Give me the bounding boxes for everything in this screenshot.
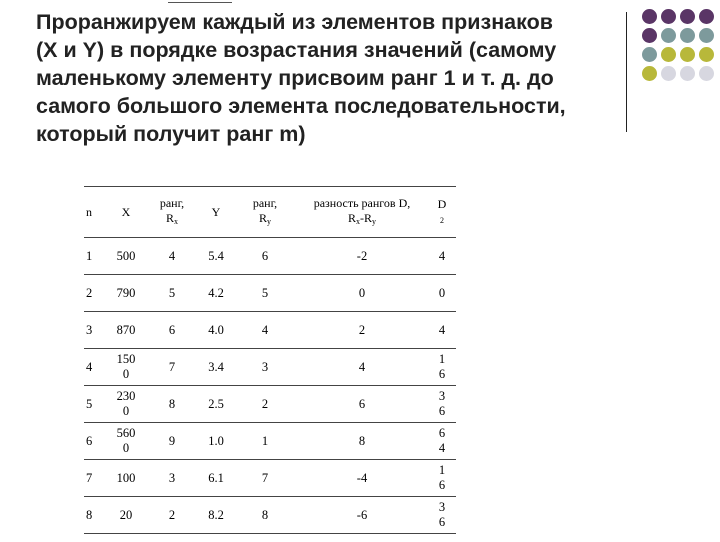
cell-rank-y: 7 — [234, 460, 296, 497]
header-diff-label: разность рангов D, — [314, 196, 411, 210]
cell-x: 100 — [106, 460, 146, 497]
header-diff-minus: -R — [360, 211, 372, 225]
cell-rank-y: 5 — [234, 275, 296, 312]
cutoff-cell — [296, 534, 428, 542]
cell-x: 150 0 — [106, 349, 146, 386]
cell-n: 2 — [84, 275, 106, 312]
cell-diff: 4 — [296, 349, 428, 386]
cell-y: 4.2 — [198, 275, 234, 312]
cell-rank-y: 3 — [234, 349, 296, 386]
table-header-row — [84, 187, 456, 238]
cell-y: 3.4 — [198, 349, 234, 386]
cell-n: 7 — [84, 460, 106, 497]
cell-y: 8.2 — [198, 497, 234, 534]
cell-d2: 4 — [428, 238, 456, 275]
cell-d2: 3 6 — [428, 386, 456, 423]
decorative-dot — [680, 47, 695, 62]
decorative-dot — [661, 66, 676, 81]
cell-diff: -2 — [296, 238, 428, 275]
table-row-cutoff — [84, 534, 456, 542]
header-diff-r1: R — [348, 211, 356, 225]
cutoff-cell — [234, 534, 296, 542]
cell-diff: -6 — [296, 497, 428, 534]
cell-y: 2.5 — [198, 386, 234, 423]
decorative-dot — [699, 47, 714, 62]
header-diff-r1-sub: x — [356, 217, 360, 226]
cell-rank-x: 6 — [146, 312, 198, 349]
decorative-dot — [680, 9, 695, 24]
decorative-dot-grid — [642, 9, 715, 82]
header-rank-y — [234, 187, 296, 238]
cell-x: 790 — [106, 275, 146, 312]
decorative-dot — [642, 9, 657, 24]
header-y: Y — [198, 187, 234, 238]
decorative-dot — [699, 28, 714, 43]
header-rank-x-symbol: R — [166, 211, 174, 225]
header-diff — [296, 187, 428, 238]
cutoff-cell — [84, 534, 106, 542]
decorative-dot — [661, 28, 676, 43]
divider-line — [626, 12, 627, 132]
header-n: n — [84, 187, 106, 238]
cell-d2: 6 4 — [428, 423, 456, 460]
cell-y: 1.0 — [198, 423, 234, 460]
cell-y: 4.0 — [198, 312, 234, 349]
top-rule — [168, 2, 232, 3]
header-rank-y-symbol: R — [259, 211, 267, 225]
decorative-dot — [642, 66, 657, 81]
cutoff-cell — [198, 534, 234, 542]
cell-y: 6.1 — [198, 460, 234, 497]
header-rank-x — [146, 187, 198, 238]
heading-line: (X и Y) в порядке возрастания значений (самому — [36, 36, 636, 64]
cell-rank-y: 1 — [234, 423, 296, 460]
table-row — [84, 312, 456, 349]
cell-rank-x: 3 — [146, 460, 198, 497]
cell-rank-y: 2 — [234, 386, 296, 423]
cell-d2: 0 — [428, 275, 456, 312]
cell-x: 20 — [106, 497, 146, 534]
decorative-dot — [661, 47, 676, 62]
heading-line: который получит ранг m) — [36, 120, 636, 148]
decorative-dot — [642, 47, 657, 62]
cell-x: 560 0 — [106, 423, 146, 460]
heading-line: самого большого элемента последовательности, — [36, 92, 636, 120]
table-row — [84, 497, 456, 534]
decorative-dot — [680, 66, 695, 81]
cell-d2: 1 6 — [428, 349, 456, 386]
cell-diff: -4 — [296, 460, 428, 497]
cell-d2: 1 6 — [428, 460, 456, 497]
header-rank-y-sub: y — [267, 217, 271, 226]
cell-diff: 6 — [296, 386, 428, 423]
rank-table — [84, 186, 456, 542]
cell-diff: 8 — [296, 423, 428, 460]
header-rank-x-sub: x — [174, 217, 178, 226]
cell-diff: 2 — [296, 312, 428, 349]
decorative-dot — [642, 28, 657, 43]
table-row — [84, 423, 456, 460]
header-d2-sup: 2 — [440, 216, 444, 225]
cell-rank-y: 8 — [234, 497, 296, 534]
header-diff-r2-sub: y — [372, 217, 376, 226]
table-row — [84, 460, 456, 497]
header-d2 — [428, 187, 456, 238]
cell-n: 8 — [84, 497, 106, 534]
cell-n: 3 — [84, 312, 106, 349]
decorative-dot — [680, 28, 695, 43]
cell-rank-x: 8 — [146, 386, 198, 423]
cell-x: 870 — [106, 312, 146, 349]
cell-y: 5.4 — [198, 238, 234, 275]
heading-line: Проранжируем каждый из элементов признаков — [36, 8, 636, 36]
table-row — [84, 349, 456, 386]
cell-rank-x: 7 — [146, 349, 198, 386]
table-body — [84, 238, 456, 542]
cell-n: 4 — [84, 349, 106, 386]
heading-line: маленькому элементу присвоим ранг 1 и т. д. до — [36, 64, 636, 92]
cell-d2: 4 — [428, 312, 456, 349]
header-rank-x-label: ранг, — [160, 196, 184, 210]
cutoff-cell — [106, 534, 146, 542]
cell-rank-x: 5 — [146, 275, 198, 312]
slide-heading — [36, 8, 636, 148]
cell-n: 5 — [84, 386, 106, 423]
table-row — [84, 238, 456, 275]
cell-rank-y: 6 — [234, 238, 296, 275]
cell-rank-x: 9 — [146, 423, 198, 460]
cell-x: 230 0 — [106, 386, 146, 423]
decorative-dot — [699, 66, 714, 81]
cell-x: 500 — [106, 238, 146, 275]
cell-n: 1 — [84, 238, 106, 275]
cutoff-cell — [428, 534, 456, 542]
cell-rank-x: 2 — [146, 497, 198, 534]
table-row — [84, 275, 456, 312]
cell-diff: 0 — [296, 275, 428, 312]
cutoff-cell — [146, 534, 198, 542]
cell-n: 6 — [84, 423, 106, 460]
table-row — [84, 386, 456, 423]
cell-rank-x: 4 — [146, 238, 198, 275]
header-x: X — [106, 187, 146, 238]
decorative-dot — [699, 9, 714, 24]
cell-d2: 3 6 — [428, 497, 456, 534]
header-rank-y-label: ранг, — [253, 196, 277, 210]
header-d2-symbol: D — [438, 197, 447, 211]
cell-rank-y: 4 — [234, 312, 296, 349]
decorative-dot — [661, 9, 676, 24]
